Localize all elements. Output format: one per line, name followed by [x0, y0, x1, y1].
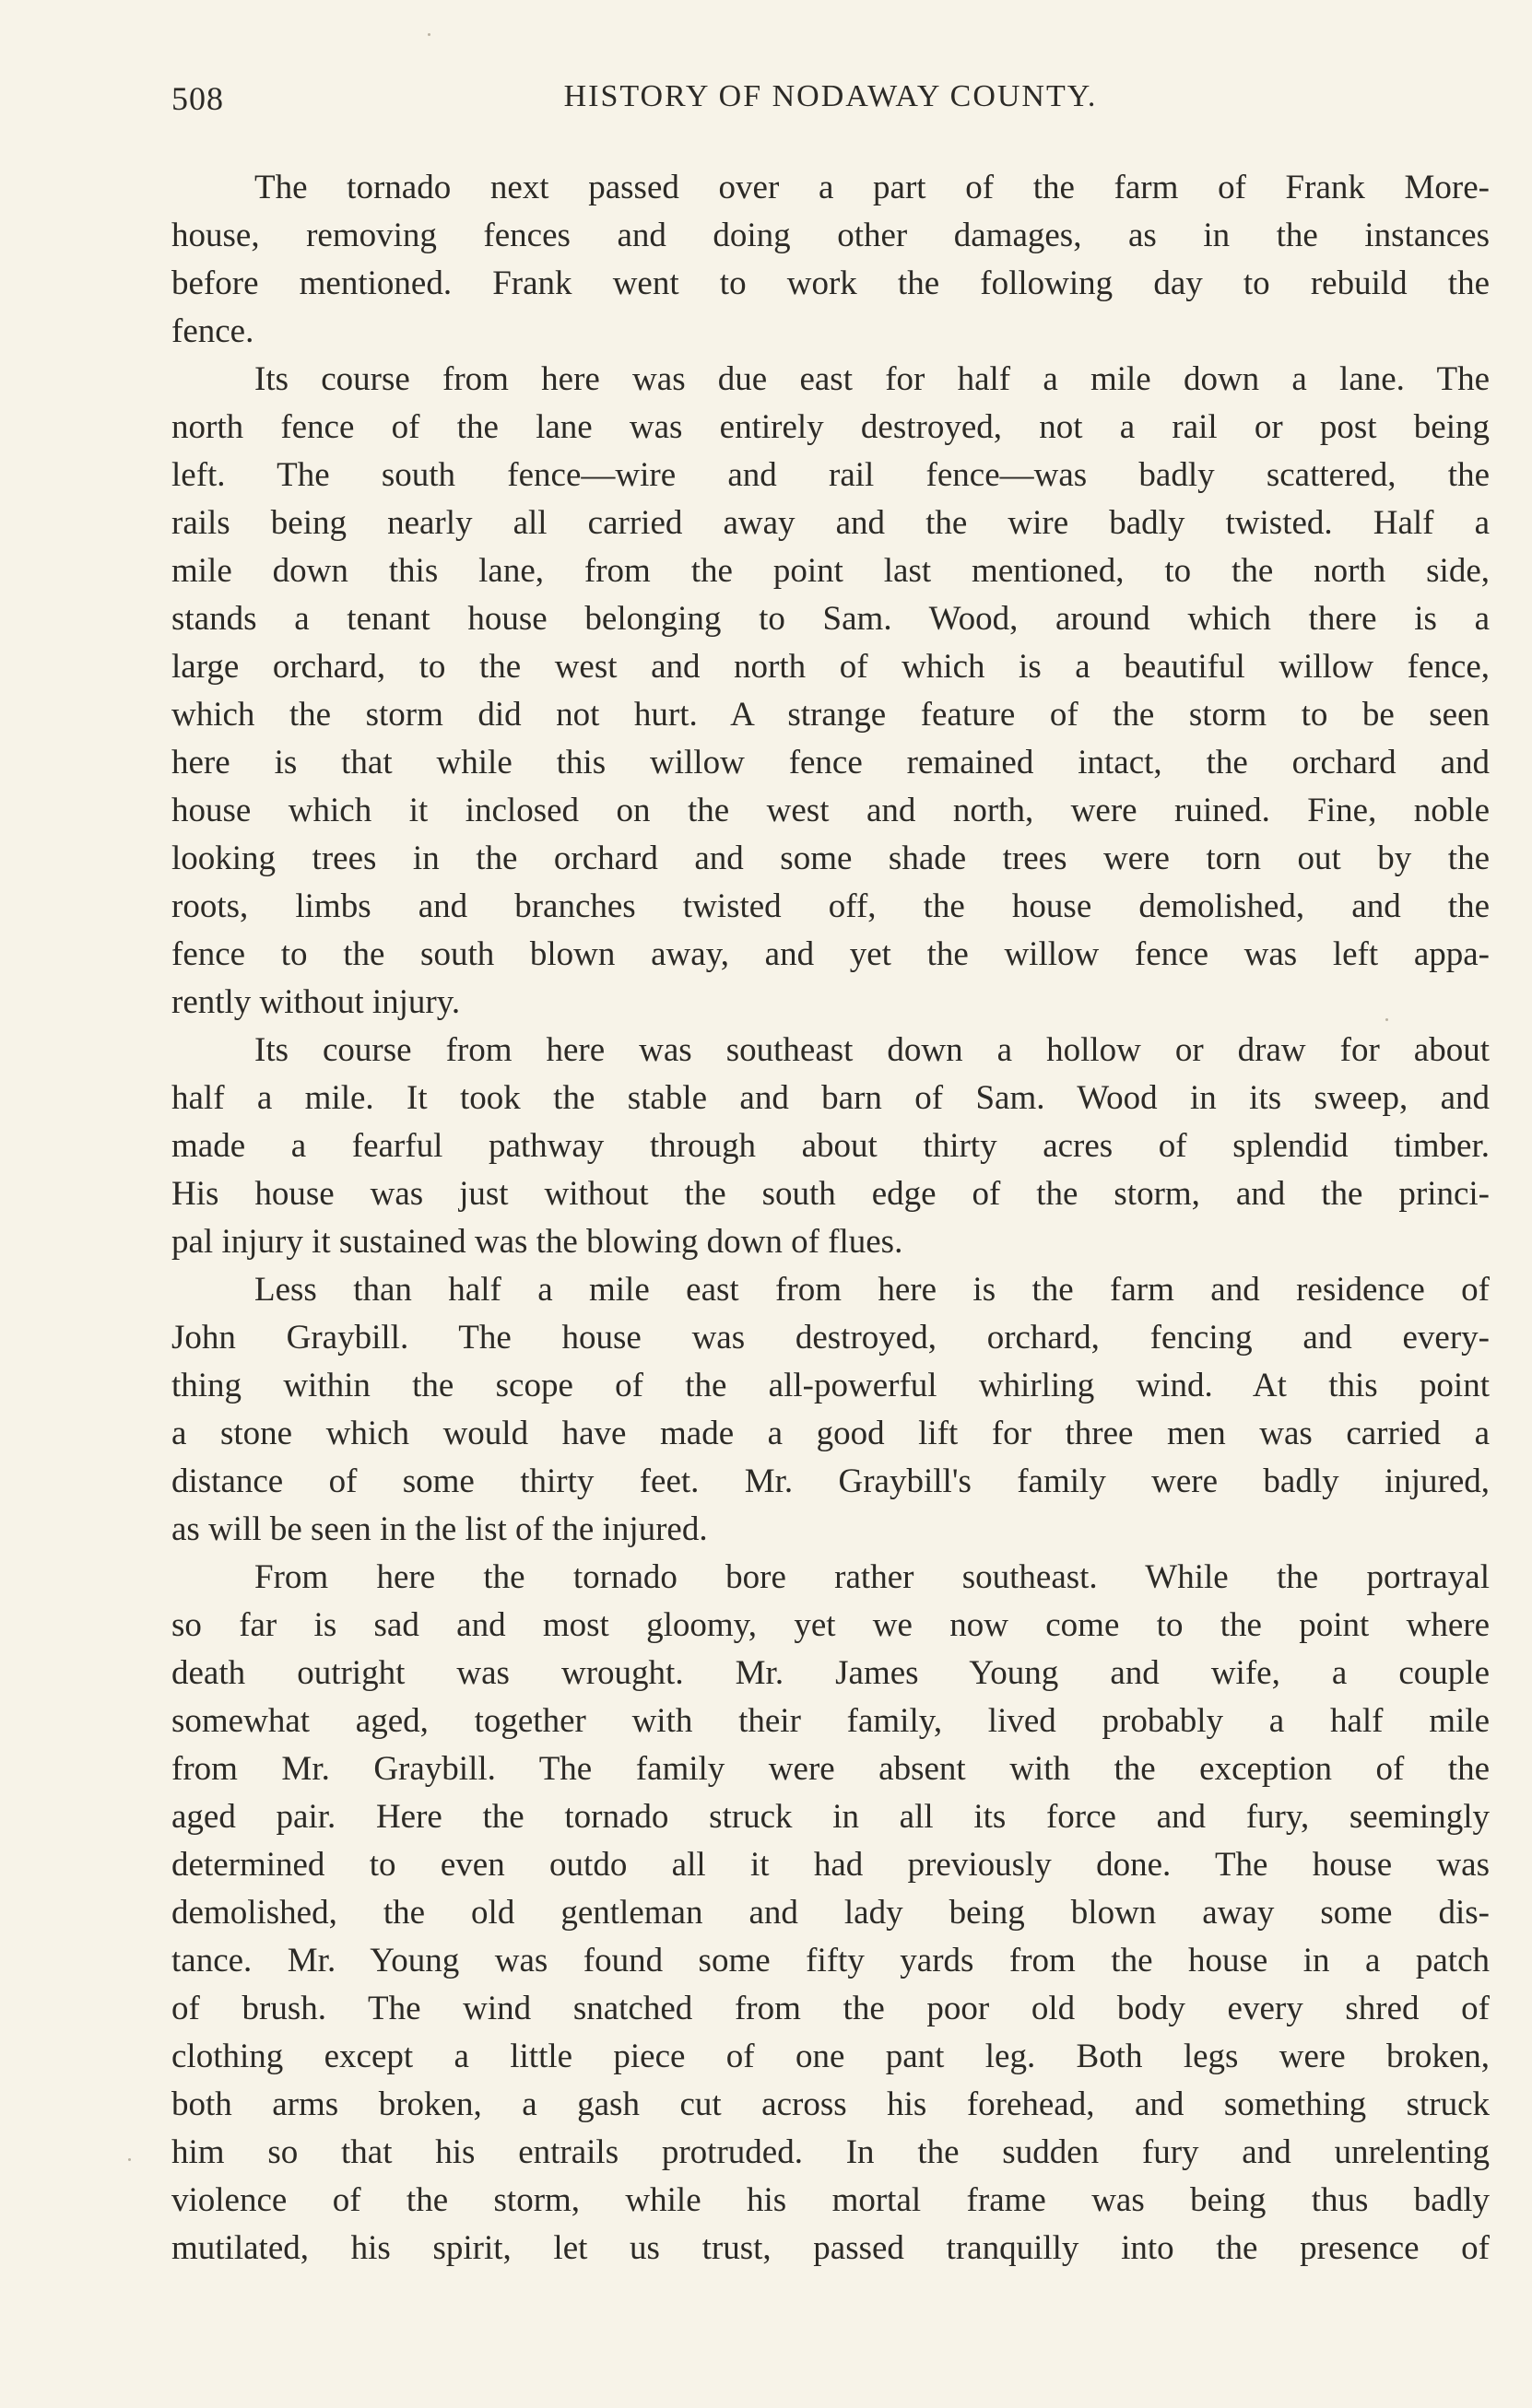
text-line: half a mile. It took the stable and barn of Sam. Wood in its sweep, and	[171, 1079, 1490, 1117]
text-line: aged pair. Here the tornado struck in all its force and fury, seemingly	[171, 1798, 1490, 1836]
text-line: here is that while this willow fence remained intact, the orchard and	[171, 744, 1490, 781]
text-line: before mentioned. Frank went to work the following day to rebuild the	[171, 264, 1490, 302]
text-line: demolished, the old gentleman and lady being blown away some dis-	[171, 1894, 1490, 1932]
text-line: mutilated, his spirit, let us trust, passed tranquilly into the presence of	[171, 2229, 1490, 2267]
text-line: as will be seen in the list of the injured.	[171, 1510, 708, 1548]
text-line: rently without injury.	[171, 983, 461, 1021]
text-line: Less than half a mile east from here is the farm and residence of	[254, 1271, 1490, 1309]
text-line: him so that his entrails protruded. In the sudden fury and unrelenting	[171, 2133, 1490, 2171]
text-line: tance. Mr. Young was found some fifty yards from the house in a patch	[171, 1942, 1490, 1979]
paper-speck	[128, 2158, 131, 2161]
text-line: His house was just without the south edge of the storm, and the princi-	[171, 1175, 1490, 1213]
text-line: roots, limbs and branches twisted off, the house demolished, and the	[171, 887, 1490, 925]
text-line: stands a tenant house belonging to Sam. Wood, around which there is a	[171, 600, 1490, 638]
text-line: both arms broken, a gash cut across his forehead, and something struck	[171, 2085, 1490, 2123]
text-line: made a fearful pathway through about thirty acres of splendid timber.	[171, 1127, 1490, 1165]
text-line: looking trees in the orchard and some shade trees were torn out by the	[171, 840, 1490, 877]
text-line: thing within the scope of the all-powerful whirling wind. At this point	[171, 1367, 1490, 1404]
text-line: so far is sad and most gloomy, yet we now come to the point where	[171, 1606, 1490, 1644]
text-line: house, removing fences and doing other damages, as in the instances	[171, 217, 1490, 254]
text-line: clothing except a little piece of one pant leg. Both legs were broken,	[171, 2038, 1490, 2075]
text-line: which the storm did not hurt. A strange feature of the storm to be seen	[171, 696, 1490, 734]
text-line: pal injury it sustained was the blowing down of flues.	[171, 1223, 903, 1261]
text-line: mile down this lane, from the point last mentioned, to the north side,	[171, 552, 1490, 590]
text-line: Its course from here was due east for half a mile down a lane. The	[254, 360, 1490, 398]
text-line: a stone which would have made a good lift for three men was carried a	[171, 1415, 1490, 1452]
text-line: John Graybill. The house was destroyed, orchard, fencing and every-	[171, 1319, 1490, 1357]
running-head	[171, 79, 1490, 125]
text-line: from Mr. Graybill. The family were absent with the exception of the	[171, 1750, 1490, 1788]
text-line: determined to even outdo all it had previously done. The house was	[171, 1846, 1490, 1884]
text-line: north fence of the lane was entirely destroyed, not a rail or post being	[171, 408, 1490, 446]
text-line: large orchard, to the west and north of which is a beautiful willow fence,	[171, 648, 1490, 686]
text-line: somewhat aged, together with their family, lived probably a half mile	[171, 1702, 1490, 1740]
text-line: The tornado next passed over a part of the farm of Frank More-	[254, 169, 1490, 206]
text-line: rails being nearly all carried away and the wire badly twisted. Half a	[171, 504, 1490, 542]
page-number: 508	[171, 80, 224, 117]
paper-speck	[1385, 1018, 1388, 1021]
text-line: From here the tornado bore rather southeast. While the portrayal	[254, 1558, 1490, 1596]
text-line: fence to the south blown away, and yet the willow fence was left appa-	[171, 935, 1490, 973]
running-title: HISTORY OF NODAWAY COUNTY.	[563, 79, 1098, 113]
text-line: left. The south fence—wire and rail fence—was badly scattered, the	[171, 456, 1490, 494]
text-line: distance of some thirty feet. Mr. Graybill's family were badly injured,	[171, 1462, 1490, 1500]
text-line: fence.	[171, 312, 254, 350]
paper-speck	[428, 33, 430, 36]
text-line: of brush. The wind snatched from the poor old body every shred of	[171, 1990, 1490, 2027]
text-line: Its course from here was southeast down a hollow or draw for about	[254, 1031, 1490, 1069]
text-line: death outright was wrought. Mr. James Young and wife, a couple	[171, 1654, 1490, 1692]
text-line: house which it inclosed on the west and north, were ruined. Fine, noble	[171, 792, 1490, 829]
body-text	[171, 164, 1490, 2273]
text-line: violence of the storm, while his mortal frame was being thus badly	[171, 2181, 1490, 2219]
